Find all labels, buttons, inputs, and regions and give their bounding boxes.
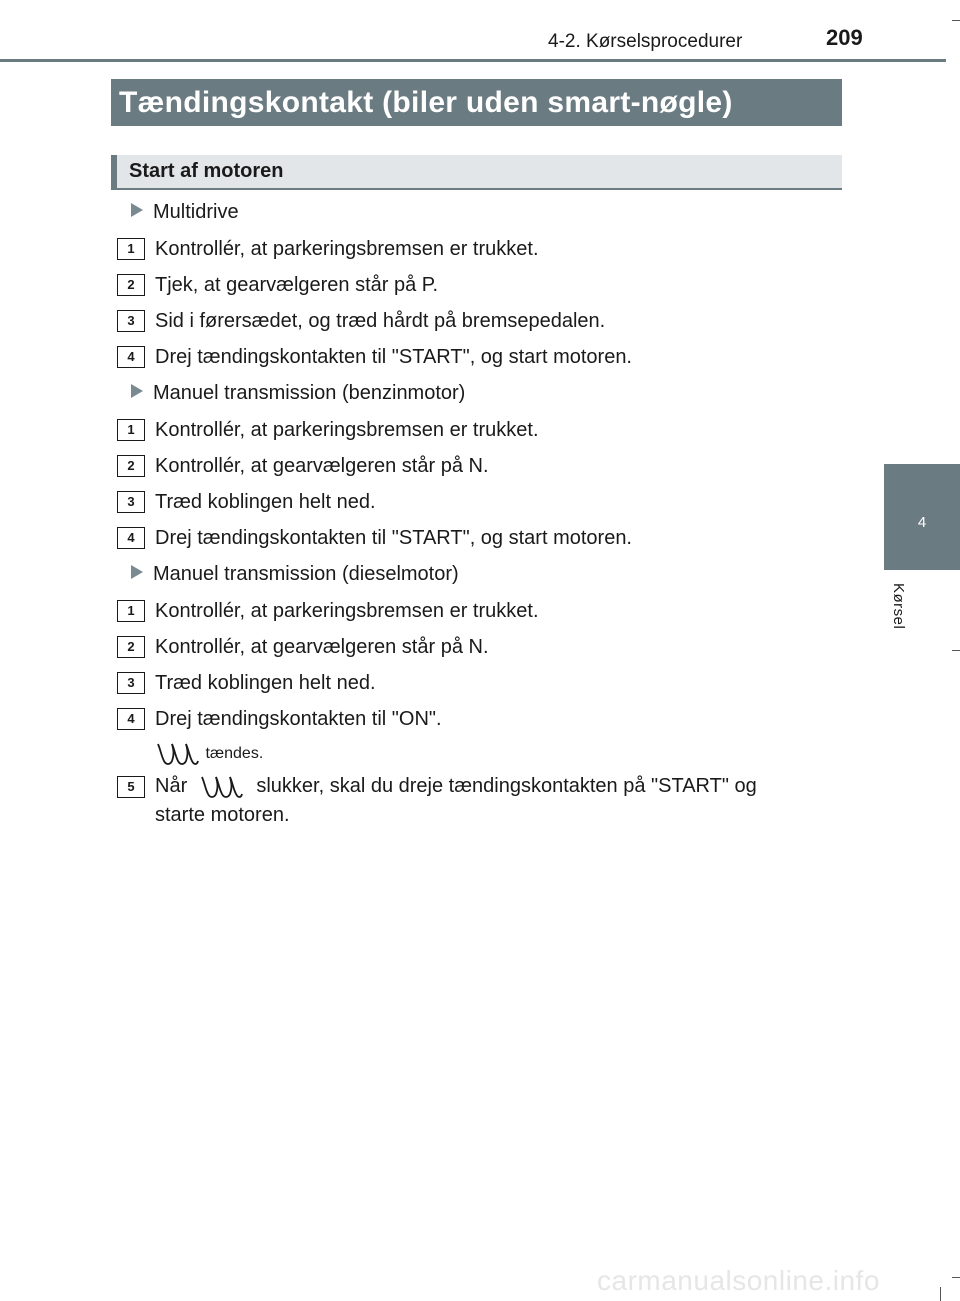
step-text: Drej tændingskontakten til "START", og start motoren. [155, 346, 632, 368]
step-text: Kontrollér, at gearvælgeren står på N. [155, 636, 489, 658]
step-text: Træd koblingen helt ned. [155, 672, 376, 694]
page-title: Tændingskontakt (biler uden smart-nøgle) [111, 79, 842, 126]
step-number: 4 [117, 708, 145, 730]
page-number: 209 [826, 25, 863, 50]
glow-plug-indicator-icon [155, 741, 201, 767]
step-number: 5 [117, 776, 145, 798]
step-number: 1 [117, 419, 145, 441]
step-text: Kontrollér, at parkeringsbremsen er trukket. [155, 238, 539, 260]
step-text: Tjek, at gearvælgeren står på P. [155, 274, 439, 296]
note-text: tændes. [205, 745, 264, 763]
crop-mark [940, 1287, 941, 1301]
step-number: 3 [117, 491, 145, 513]
watermark: carmanualsonline.info [597, 1265, 880, 1296]
triangle-bullet-icon [131, 565, 143, 579]
group-heading-petrol: Manuel transmission (benzinmotor) [131, 381, 465, 405]
subsection-title: Start af motoren [111, 155, 842, 190]
step-number: 2 [117, 274, 145, 296]
step-text: Kontrollér, at gearvælgeren står på N. [155, 455, 489, 477]
step-number: 2 [117, 636, 145, 658]
header-rule [0, 59, 946, 62]
chapter-label: Kørsel [890, 583, 907, 630]
step-number: 1 [117, 600, 145, 622]
crop-mark [952, 20, 960, 21]
step-text: Drej tændingskontakten til "START", og start motoren. [155, 527, 632, 549]
step-text: Kontrollér, at parkeringsbremsen er trukket. [155, 419, 539, 441]
crop-mark [952, 1277, 960, 1278]
step-text: Når slukker, skal du dreje tændingskontakten på "START" og starte motoren. [155, 775, 757, 826]
step-text: Træd koblingen helt ned. [155, 491, 376, 513]
step-number: 3 [117, 310, 145, 332]
step-number: 1 [117, 238, 145, 260]
step-number: 4 [117, 527, 145, 549]
note-line [155, 741, 263, 767]
step-number: 2 [117, 455, 145, 477]
step-number: 4 [117, 346, 145, 368]
group-heading-diesel: Manuel transmission (dieselmotor) [131, 562, 459, 586]
group-heading-multidrive: Multidrive [131, 200, 239, 224]
section-breadcrumb: 4-2. Kørselsprocedurer [548, 31, 743, 52]
step-text: Drej tændingskontakten til "ON". [155, 708, 442, 730]
step-text: Kontrollér, at parkeringsbremsen er trukket. [155, 600, 539, 622]
step-text: Sid i førersædet, og træd hårdt på bremsepedalen. [155, 310, 606, 332]
step-number: 3 [117, 672, 145, 694]
triangle-bullet-icon [131, 203, 143, 217]
triangle-bullet-icon [131, 384, 143, 398]
chapter-tab [884, 464, 960, 570]
chapter-number: 4 [917, 514, 927, 531]
glow-plug-indicator-icon [199, 774, 245, 800]
crop-mark [952, 650, 960, 651]
